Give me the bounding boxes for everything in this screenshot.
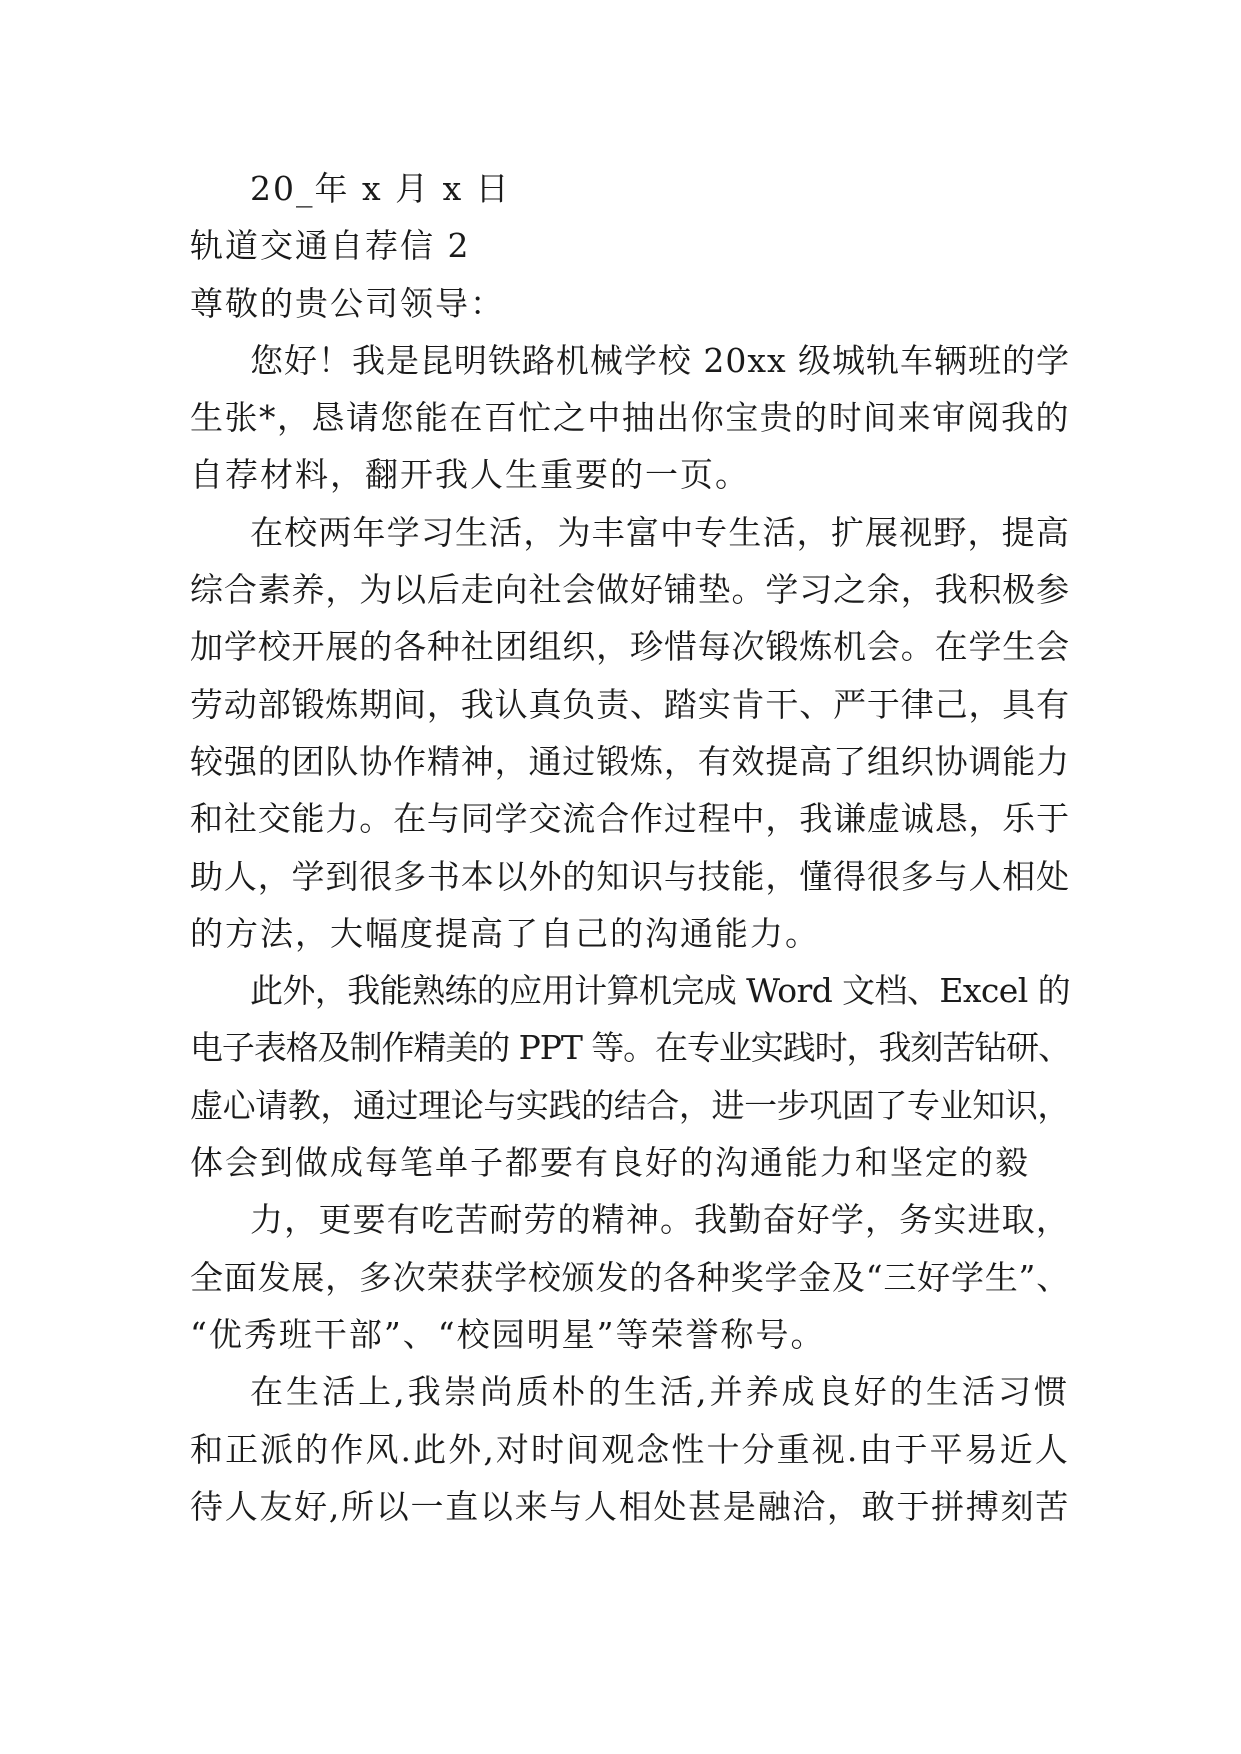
body-line: 力，更要有吃苦耐劳的精神。我勤奋好学，务实进取，	[250, 1200, 1071, 1240]
body-line: 的方法，大幅度提高了自己的沟通能力。	[190, 913, 820, 953]
body-line: 电子表格及制作精美的 PPT 等。在专业实践时，我刻苦钻研、	[190, 1028, 1070, 1068]
body-line: 较强的团队协作精神，通过锻炼，有效提高了组织协调能力	[190, 741, 1070, 781]
body-line: 全面发展，多次荣获学校颁发的各种奖学金及“三好学生”、	[190, 1257, 1070, 1297]
body-line: 体会到做成每笔单子都要有良好的沟通能力和坚定的毅	[190, 1143, 1030, 1183]
body-line: 虚心请教，通过理论与实践的结合，进一步巩固了专业知识，	[190, 1085, 1071, 1125]
date-line: 20_年 x 月 x 日	[250, 169, 511, 208]
body-line: 综合素养，为以后走向社会做好铺垫。学习之余，我积极参	[190, 570, 1070, 610]
body-line: 待人友好,所以一直以来与人相处甚是融洽，敢于拼搏刻苦	[190, 1486, 1071, 1526]
body-line: 生张*，恳请您能在百忙之中抽出你宝贵的时间来审阅我的	[190, 398, 1071, 438]
body-line: 自荐材料，翻开我人生重要的一页。	[190, 455, 750, 495]
body-line: 助人，学到很多书本以外的知识与技能，懂得很多与人相处	[190, 856, 1070, 896]
body-line: 您好！我是昆明铁路机械学校 20xx 级城轨车辆班的学	[250, 340, 1070, 380]
body-line: 劳动部锻炼期间，我认真负责、踏实肯干、严于律己，具有	[190, 684, 1070, 724]
body-line: 加学校开展的各种社团组织，珍惜每次锻炼机会。在学生会	[190, 627, 1070, 667]
body-line: 在生活上,我崇尚质朴的生活,并养成良好的生活习惯	[250, 1372, 1070, 1412]
body-line: 和社交能力。在与同学交流合作过程中，我谦虚诚恳，乐于	[190, 799, 1070, 839]
body-line: 此外，我能熟练的应用计算机完成 Word 文档、Excel 的	[250, 971, 1070, 1011]
body-line: “优秀班干部”、“校园明星”等荣誉称号。	[190, 1314, 826, 1354]
salutation-line: 尊敬的贵公司领导：	[190, 283, 505, 323]
body-line: 在校两年学习生活，为丰富中专生活，扩展视野，提高	[250, 512, 1071, 552]
body-line: 和正派的作风.此外,对时间观念性十分重视.由于平易近人	[190, 1429, 1070, 1469]
document-body	[190, 160, 1070, 1535]
section-title: 轨道交通自荐信 2	[190, 226, 471, 266]
